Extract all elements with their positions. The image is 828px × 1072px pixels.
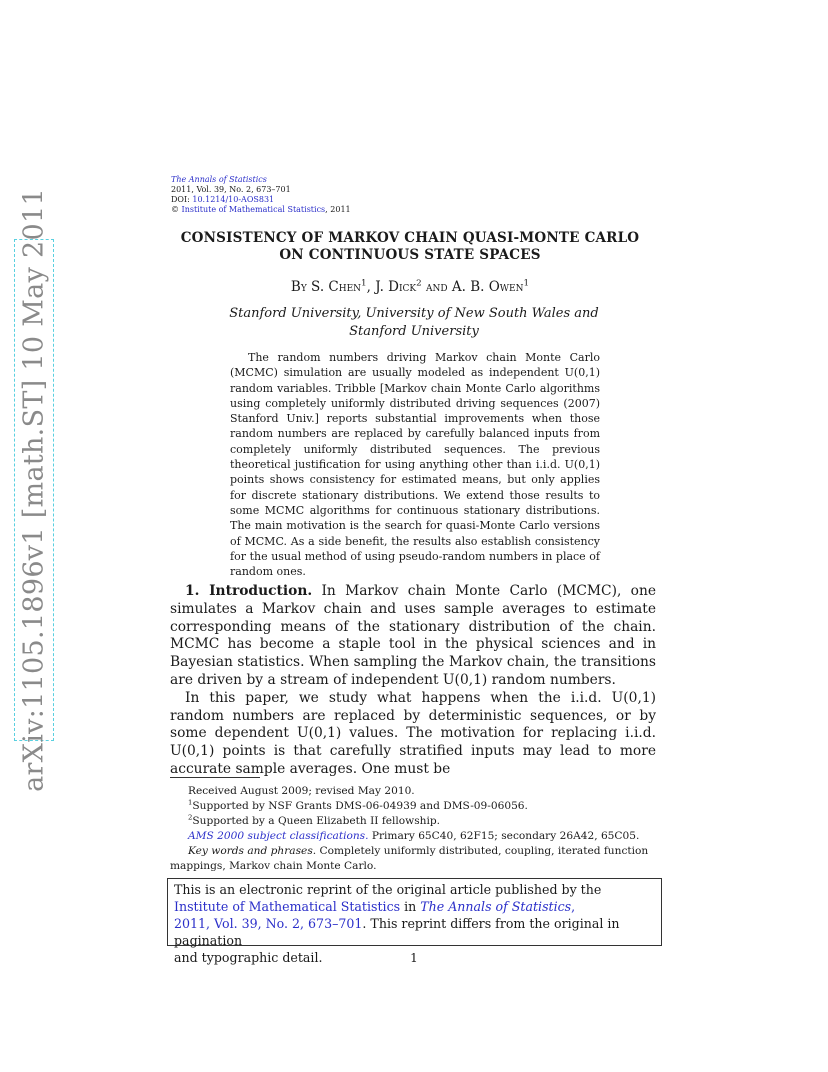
section-heading: 1. Introduction. [185,583,313,599]
author-3-mark: 1 [523,278,530,289]
abstract-text: The random numbers driving Markov chain Monte Carlo (MCMC) simulation are usually modeled as independent U(0,1) random variables. Tribble [Markov chain Monte Carlo algorithms using completely uniformly distributed driving sequences (2007) Stanford Univ.] reports substantial improvements when those random numbers are replaced by carefully balanced inputs from completely uniformly distributed sequences. The previous theoretical justification for using anything other than i.i.d. U(0,1) points shows consistency for estimated means, but only applies for discrete stationary distributions. We extend those results to some MCMC algorithms for continuous stationary distributions. The main motivation is the search for quasi-Monte Carlo versions of MCMC. As a side benefit, the results also establish consistency for the usual method of using pseudo-random numbers in place of random ones. [230,351,600,579]
received-note: Received August 2009; revised May 2010. [188,785,415,797]
footnotes [170,784,656,874]
doi-link[interactable]: 10.1214/10-AOS831 [192,195,275,204]
author-1: By S. Chen [290,279,362,295]
reprint-comma: , [571,899,576,914]
intro-paragraph-2: In this paper, we study what happens when the i.i.d. U(0,1) random numbers are replaced by deterministic sequences, or by some dependent U(0,1) values. The motivation for replacing i.i.d. U(0,1) points is that carefully stratified inputs may lead to more accurate sample averages. One must be [170,689,656,777]
keywords-text-2: mappings, Markov chain Monte Carlo. [170,860,377,872]
title-line-1: CONSISTENCY OF MARKOV CHAIN QUASI-MONTE CARLO [180,230,640,246]
journal-header [171,175,351,215]
footnote-1-text: Supported by NSF Grants DMS-06-04939 and DMS-09-06056. [192,800,528,812]
reprint-notice [167,878,662,965]
author-2-mark: 2 [416,278,422,289]
page-number: 1 [410,951,418,965]
affiliation-line-1: Stanford University, University of New South Wales and [229,306,599,321]
copyright-symbol: © [171,205,179,214]
affiliations [200,305,628,341]
title-line-2: ON CONTINUOUS STATE SPACES [279,247,541,263]
intro-paragraph-1 [170,583,656,690]
reprint-citation-link[interactable]: 2011, Vol. 39, No. 2, 673–701 [174,916,363,931]
arxiv-stamp [14,188,54,792]
issue-info: 2011, Vol. 39, No. 2, 673–701 [171,185,291,194]
ams-classification [170,829,656,844]
author-3: and A. B. Owen [421,279,524,295]
affiliation-line-2: Stanford University [349,324,479,339]
doi-label: DOI: [171,195,193,204]
keywords [170,844,656,859]
reprint-line-1: This is an electronic reprint of the original article published by the [174,882,602,897]
author-2: , J. Dick [366,279,417,295]
institute-link[interactable]: Institute of Mathematical Statistics [181,205,326,214]
intro-paragraph-1-text: In Markov chain Monte Carlo (MCMC), one simulates a Markov chain and uses sample averages to estimate corresponding means of the stationary distribution of the chain. MCMC has become a staple tool in the physical sciences and in Bayesian statistics. When sampling the Markov chain, the transitions are driven by a stream of independent U(0,1) random numbers. [170,583,657,688]
paper-title [130,230,690,264]
keywords-text-1: Completely uniformly distributed, coupling, iterated function [316,845,649,857]
footnote-2 [170,814,656,829]
reprint-rest: . This reprint differs from the original in pagination [174,916,620,948]
introduction-section [170,583,656,779]
reprint-journal-link[interactable]: The Annals of Statistics [420,899,572,914]
keywords-label: Key words and phrases. [188,845,317,857]
footnote-2-mark: 2 [188,813,193,822]
abstract [230,350,600,579]
ams-link[interactable]: AMS 2000 subject classifications. [188,830,369,842]
ams-codes: Primary 65C40, 62F15; secondary 26A42, 65C05. [368,830,640,842]
journal-link[interactable]: The Annals of Statistics [171,175,267,184]
author-1-mark: 1 [361,278,367,289]
footnote-2-text: Supported by a Queen Elizabeth II fellowship. [192,815,441,827]
arxiv-stamp-text: arXiv:1105.1896v1 [math.ST] 10 May 2011 [18,188,50,792]
copyright-year: , 2011 [325,205,351,214]
reprint-line-4: and typographic detail. [174,950,323,965]
footnote-rule [170,777,260,778]
footnote-1 [170,799,656,814]
reprint-institute-link[interactable]: Institute of Mathematical Statistics [174,899,401,914]
footnote-1-mark: 1 [188,798,193,807]
reprint-in: in [400,899,421,914]
author-line [130,279,690,295]
